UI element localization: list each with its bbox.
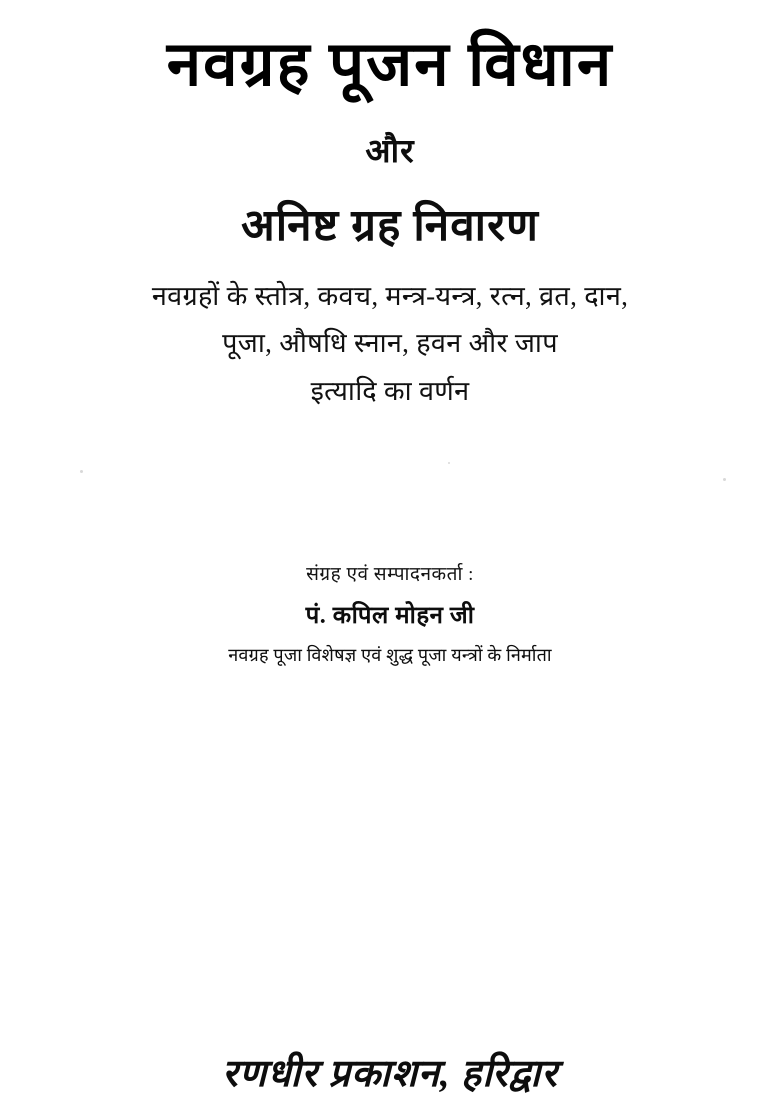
editor-role-label: संग्रह एवं सम्पादनकर्ता : [306, 563, 474, 585]
paper-speck [448, 462, 450, 464]
editor-qualification: नवग्रह पूजा विशेषज्ञ एवं शुद्ध पूजा यन्त्रों के निर्माता [228, 644, 552, 665]
paper-speck [80, 470, 83, 473]
page-subtitle: अनिष्ट ग्रह निवारण [241, 201, 539, 251]
publisher-name: रणधीर प्रकाशन, हरिद्वार [222, 1053, 558, 1095]
description-line: इत्यादि का वर्णन [310, 375, 470, 406]
page-title: नवग्रह पूजन विधान [166, 31, 614, 99]
description-line: नवग्रहों के स्तोत्र, कवच, मन्त्र-यन्त्र, रत्न, व्रत, दान, [151, 281, 629, 312]
editor-name: पं. कपिल मोहन जी [305, 602, 475, 629]
description-line: पूजा, औषधि स्नान, हवन और जाप [222, 328, 558, 359]
credits-block [0, 560, 780, 667]
title-block [0, 30, 780, 253]
paper-speck [723, 478, 726, 481]
description-block [0, 273, 780, 415]
title-conjunction: और [365, 134, 415, 171]
